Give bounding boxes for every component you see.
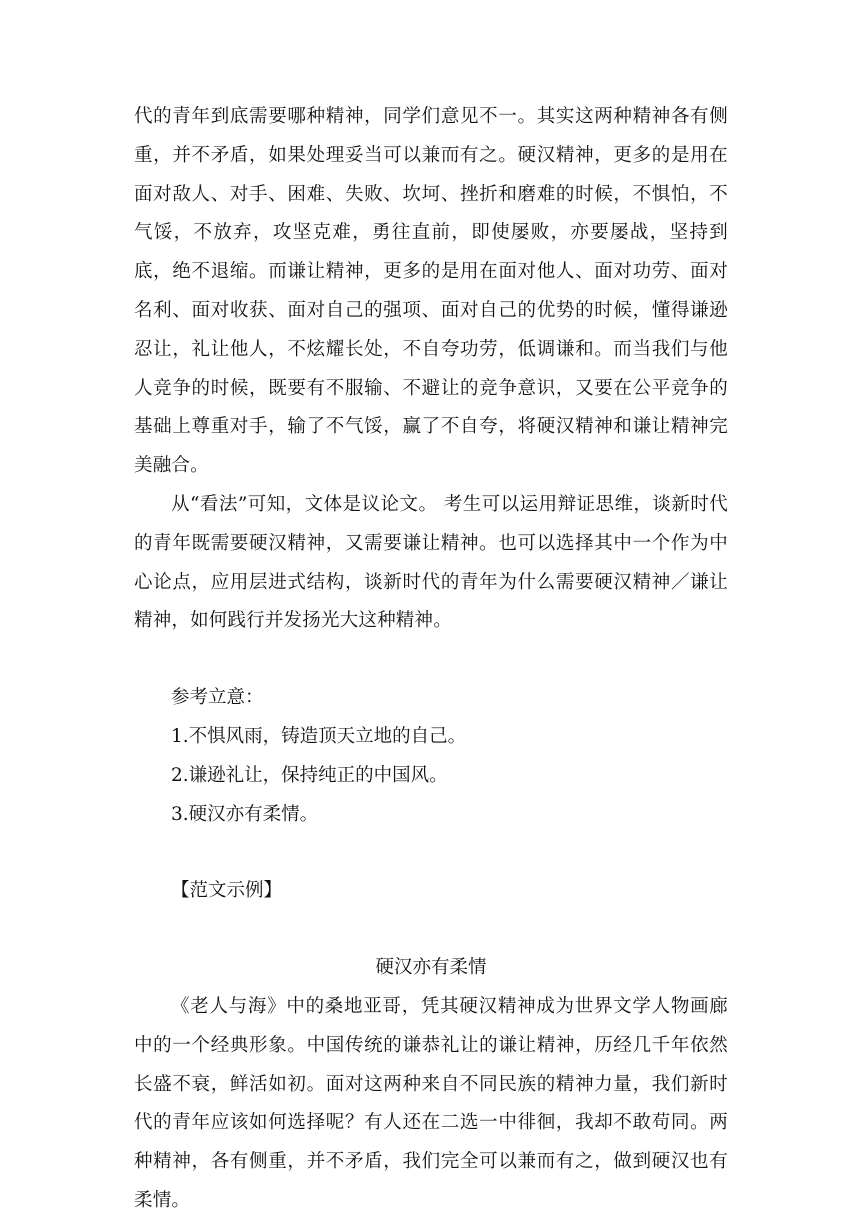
reference-item: 1.不惧风雨，铸造顶天立地的自己。 <box>171 725 467 747</box>
reference-item: 2.谦逊礼让，保持纯正的中国风。 <box>171 764 448 786</box>
document-content <box>134 98 728 1221</box>
body-paragraph: 代的青年到底需要哪种精神，同学们意见不一。其实这两种精神各有侧重，并不矛盾，如果处理妥当可以兼而有之。硬汉精神，更多的是用在面对敌人、对手、困难、失败、坎坷、挫折和磨难的时候，不惧怕，不气馁，不放弃，攻坚克难，勇往直前，即使屡败，亦要屡战，坚持到底，绝不退缩。而谦让精神，更多的是用在面对他人、面对功劳、面对名利、面对收获、面对自己的强项、面对自己的优势的时候，懂得谦逊忍让，礼让他人，不炫耀长处，不自夸功劳，低调谦和。而当我们与他人竞争的时候，既要有不服输、不避让的竞争意识，又要在公平竞争的基础上尊重对手，输了不气馁，赢了不自夸，将硬汉精神和谦让精神完美融合。 <box>134 106 728 477</box>
essay-title: 硬汉亦有柔情 <box>375 957 487 979</box>
spacer <box>134 641 728 679</box>
essay-paragraph: 《老人与海》中的桑地亚哥，凭其硬汉精神成为世界文学人物画廊中的一个经典形象。中国传统的谦恭礼让的谦让精神，历经几千年依然长盛不衰，鲜活如初。面对这两种来自不同民族的精神力量，我们新时代的青年应该如何选择呢？有人还在二选一中徘徊，我却不敢苟同。两种精神，各有侧重，并不矛盾，我们完全可以兼而有之，做到硬汉也有柔情。 <box>134 995 728 1211</box>
spacer <box>134 834 728 872</box>
reference-item: 3.硬汉亦有柔情。 <box>171 803 319 825</box>
sample-label: 【范文示例】 <box>171 880 283 902</box>
spacer <box>134 911 728 949</box>
body-paragraph: 从“看法”可知，文体是议论文。 考生可以运用辩证思维，谈新时代的青年既需要硬汉精神，又需要谦让精神。也可以选择其中一个作为中心论点，应用层进式结构，谈新时代的青年为什么需要硬汉精神／谦让精神，如何践行并发扬光大这种精神。 <box>134 493 728 632</box>
reference-heading: 参考立意： <box>171 687 264 709</box>
